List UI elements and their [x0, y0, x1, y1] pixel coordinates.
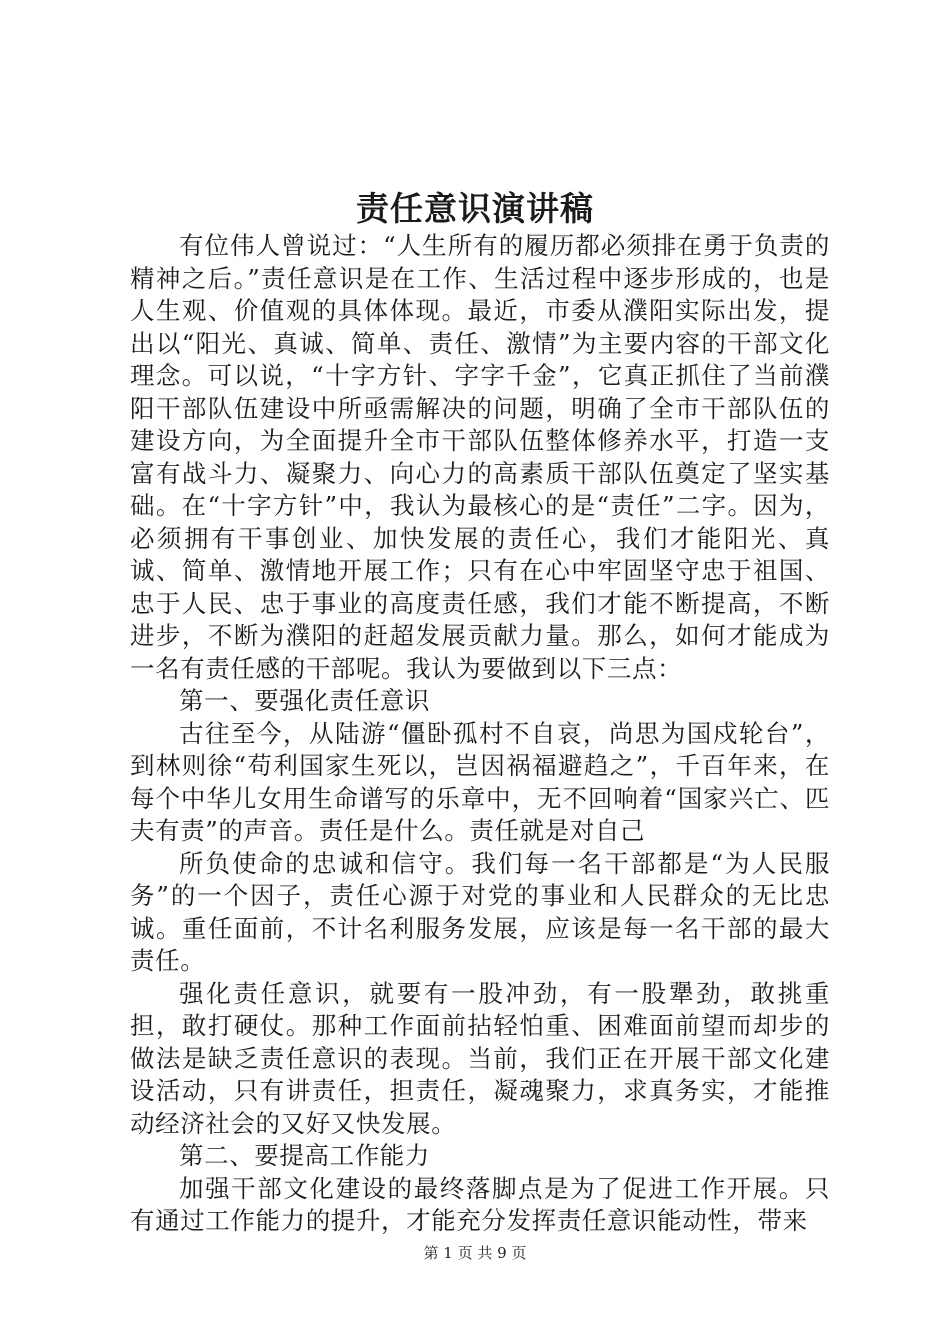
document-title: 责任意识演讲稿: [356, 189, 594, 228]
section-heading-1: 第一、要强化责任意识: [179, 686, 430, 715]
paragraph-history: 古往至今，从陆游“僵卧孤村不自哀，尚思为国戍轮台”，到林则徐“苟利国家生死以，岂因祸福避趋之”，千百年来，在每个中华儿女用生命谱写的乐章中，无不回响着“国家兴亡、匹夫有责”的声音。责任是什么。责任就是对自己: [130, 718, 830, 845]
paragraph-loyalty: 所负使命的忠诚和信守。我们每一名干部都是“为人民服务”的一个因子，责任心源于对党的事业和人民群众的无比忠诚。重任面前，不计名利服务发展，应该是每一名干部的最大责任。: [130, 848, 830, 975]
paragraph-intro: 有位伟人曾说过：“人生所有的履历都必须排在勇于负责的精神之后。”责任意识是在工作、生活过程中逐步形成的，也是人生观、价值观的具体体现。最近，市委从濮阳实际出发，提出以“阳光、真诚、简单、责任、激情”为主要内容的干部文化理念。可以说，“十字方针、字字千金”，它真正抓住了当前濮阳干部队伍建设中所亟需解决的问题，明确了全市干部队伍的建设方向，为全面提升全市干部队伍整体修养水平，打造一支富有战斗力、凝聚力、向心力的高素质干部队伍奠定了坚实基础。在“十字方针”中，我认为最核心的是“责任”二字。因为，必须拥有干事创业、加快发展的责任心，我们才能阳光、真诚、简单、激情地开展工作；只有在心中牢固坚守忠于祖国、忠于人民、忠于事业的高度责任感，我们才能不断提高，不断进步，不断为濮阳的赶超发展贡献力量。那么，如何才能成为一名有责任感的干部呢。我认为要做到以下三点：: [130, 231, 830, 683]
page-number-footer: 第 1 页 共 9 页: [423, 1244, 527, 1262]
section-heading-2: 第二、要提高工作能力: [179, 1141, 430, 1170]
document-body: [130, 230, 830, 1238]
paragraph-strengthen: 强化责任意识，就要有一股冲劲，有一股犟劲，敢挑重担，敢打硬仗。那种工作面前拈轻怕重、困难面前望而却步的做法是缺乏责任意识的表现。当前，我们正在开展干部文化建设活动，只有讲责任，担责任，凝魂聚力，求真务实，才能推动经济社会的又好又快发展。: [130, 978, 830, 1138]
paragraph-ability: 加强干部文化建设的最终落脚点是为了促进工作开展。只有通过工作能力的提升，才能充分发挥责任意识能动性，带来: [130, 1173, 830, 1235]
